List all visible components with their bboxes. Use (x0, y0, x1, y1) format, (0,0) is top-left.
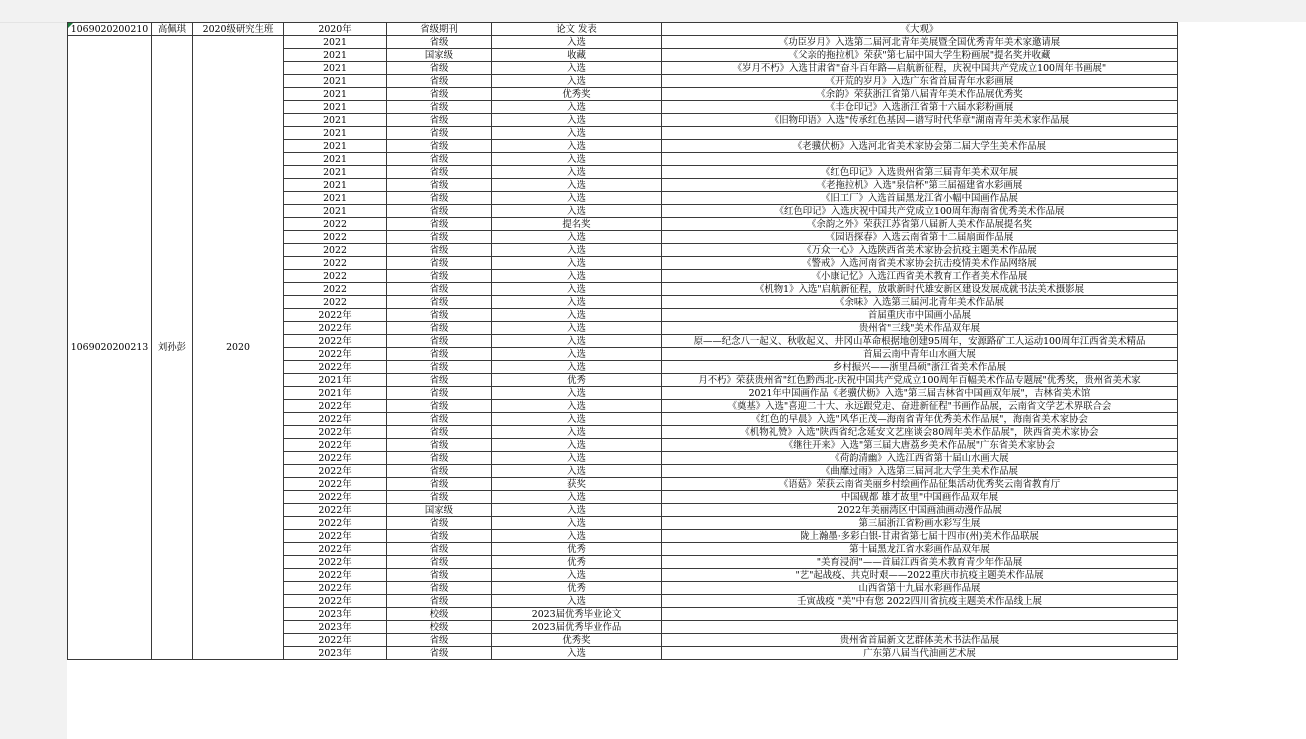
level-cell[interactable]: 校级 (387, 608, 492, 621)
year-cell[interactable]: 2021 (284, 88, 387, 101)
description-cell[interactable]: 中国砚都 雄才故里"中国画作品双年展 (662, 491, 1178, 504)
description-cell[interactable]: 首届重庆市中国画小品展 (662, 309, 1178, 322)
level-cell[interactable]: 省级 (387, 153, 492, 166)
level-cell[interactable]: 省级 (387, 257, 492, 270)
description-cell[interactable]: "美育浸润"——首届江西省美术教育青少年作品展 (662, 556, 1178, 569)
level-cell[interactable]: 省级 (387, 205, 492, 218)
level-cell[interactable]: 省级 (387, 348, 492, 361)
description-cell[interactable] (662, 153, 1178, 166)
result-cell[interactable]: 入选 (492, 569, 662, 582)
level-cell[interactable]: 省级 (387, 569, 492, 582)
result-cell[interactable]: 获奖 (492, 478, 662, 491)
result-cell[interactable]: 入选 (492, 101, 662, 114)
year-cell[interactable]: 2021 (284, 179, 387, 192)
level-cell[interactable]: 省级 (387, 452, 492, 465)
year-cell[interactable]: 2022年 (284, 491, 387, 504)
year-cell[interactable]: 2021 (284, 101, 387, 114)
description-cell[interactable]: 《岁月不朽》入选甘肃省"奋斗百年路—启航新征程，庆祝中国共产党成立100周年书画展" (662, 62, 1178, 75)
description-cell[interactable]: 《老骥伏枥》入选河北省美术家协会第二届大学生美术作品展 (662, 140, 1178, 153)
result-cell[interactable]: 收藏 (492, 49, 662, 62)
year-cell[interactable]: 2021 (284, 49, 387, 62)
year-cell[interactable]: 2021 (284, 62, 387, 75)
result-cell[interactable]: 入选 (492, 166, 662, 179)
result-cell[interactable]: 优秀奖 (492, 88, 662, 101)
description-cell[interactable]: 2021年中国画作品《老骥伏枥》入选"第三届吉林省中国画双年展"，吉林省美术馆 (662, 387, 1178, 400)
table-row (68, 36, 1178, 49)
result-cell[interactable]: 入选 (492, 452, 662, 465)
achievement-table (67, 22, 1178, 660)
level-cell[interactable]: 省级 (387, 101, 492, 114)
year-cell[interactable]: 2022年 (284, 348, 387, 361)
year-cell[interactable]: 2022年 (284, 569, 387, 582)
description-cell[interactable]: 贵州省首届新文艺群体美术书法作品展 (662, 634, 1178, 647)
year-cell[interactable]: 2021年 (284, 374, 387, 387)
result-cell[interactable]: 入选 (492, 465, 662, 478)
level-cell[interactable]: 省级 (387, 361, 492, 374)
year-cell[interactable]: 2021 (284, 127, 387, 140)
cohort-cell[interactable]: 2020 (193, 36, 284, 660)
year-cell[interactable]: 2023年 (284, 647, 387, 660)
level-cell[interactable]: 省级 (387, 426, 492, 439)
description-cell[interactable]: 《开荒的岁月》入选广东省首届青年水彩画展 (662, 75, 1178, 88)
result-cell[interactable]: 入选 (492, 517, 662, 530)
level-cell[interactable]: 省级 (387, 62, 492, 75)
cohort-cell[interactable]: 2020级研究生班 (193, 23, 284, 36)
year-cell[interactable]: 2021 (284, 36, 387, 49)
result-cell[interactable]: 入选 (492, 114, 662, 127)
level-cell[interactable]: 省级 (387, 439, 492, 452)
year-cell[interactable]: 2022年 (284, 504, 387, 517)
year-cell[interactable]: 2022年 (284, 595, 387, 608)
result-cell[interactable]: 入选 (492, 140, 662, 153)
result-cell[interactable]: 入选 (492, 426, 662, 439)
year-cell[interactable]: 2021 (284, 140, 387, 153)
year-cell[interactable]: 2022 (284, 218, 387, 231)
year-cell[interactable]: 2021 (284, 192, 387, 205)
year-cell[interactable]: 2022年 (284, 361, 387, 374)
description-cell[interactable]: 贵州省"三线"美术作品双年展 (662, 322, 1178, 335)
result-cell[interactable]: 入选 (492, 153, 662, 166)
description-cell[interactable]: 第三届浙江省粉画水彩写生展 (662, 517, 1178, 530)
year-cell[interactable]: 2022 (284, 296, 387, 309)
description-cell[interactable]: 《继往开来》入选"第三届大唐荔乡美术作品展"广东省美术家协会 (662, 439, 1178, 452)
level-cell[interactable]: 省级 (387, 127, 492, 140)
description-cell[interactable]: 《大观》 (662, 23, 1178, 36)
level-cell[interactable]: 省级 (387, 595, 492, 608)
year-cell[interactable]: 2020年 (284, 23, 387, 36)
description-cell[interactable] (662, 608, 1178, 621)
level-cell[interactable]: 省级 (387, 556, 492, 569)
description-cell[interactable] (662, 621, 1178, 634)
year-cell[interactable]: 2023年 (284, 608, 387, 621)
description-cell[interactable]: 《红色的早晨》入选"风华正茂—海南省青年优秀美术作品展"，海南省美术家协会 (662, 413, 1178, 426)
spreadsheet-view[interactable] (67, 22, 1306, 739)
description-cell[interactable]: 《丰仓印记》入选浙江省第十六届水彩粉画展 (662, 101, 1178, 114)
description-cell[interactable]: "艺"起战疫、共克时艰——2022重庆市抗疫主题美术作品展 (662, 569, 1178, 582)
year-cell[interactable]: 2022年 (284, 465, 387, 478)
description-cell[interactable]: 壬寅战疫 "美"中有您 2022四川省抗疫主题美术作品线上展 (662, 595, 1178, 608)
level-cell[interactable]: 省级 (387, 244, 492, 257)
result-cell[interactable]: 入选 (492, 530, 662, 543)
year-cell[interactable]: 2022年 (284, 426, 387, 439)
level-cell[interactable]: 省级 (387, 543, 492, 556)
year-cell[interactable]: 2022年 (284, 335, 387, 348)
year-cell[interactable]: 2021 (284, 153, 387, 166)
year-cell[interactable]: 2022 (284, 231, 387, 244)
year-cell[interactable]: 2021 (284, 166, 387, 179)
year-cell[interactable]: 2023年 (284, 621, 387, 634)
result-cell[interactable]: 入选 (492, 400, 662, 413)
result-cell[interactable]: 入选 (492, 387, 662, 400)
description-cell[interactable]: 《园语探春》入选云南省第十二届扇面作品展 (662, 231, 1178, 244)
description-cell[interactable]: 《曲靡过雨》入选第三届河北大学生美术作品展 (662, 465, 1178, 478)
description-cell[interactable]: 《警戒》入选河南省美术家协会抗击疫情美术作品网络展 (662, 257, 1178, 270)
description-cell[interactable]: 山西省第十九届水彩画作品展 (662, 582, 1178, 595)
result-cell[interactable]: 提名奖 (492, 218, 662, 231)
year-cell[interactable]: 2021年 (284, 387, 387, 400)
level-cell[interactable]: 省级 (387, 179, 492, 192)
description-cell[interactable]: 《功臣岁月》入选第二届河北青年美展暨全国优秀青年美术家邀请展 (662, 36, 1178, 49)
result-cell[interactable]: 入选 (492, 257, 662, 270)
level-cell[interactable]: 省级 (387, 387, 492, 400)
level-cell[interactable]: 省级 (387, 166, 492, 179)
level-cell[interactable]: 省级 (387, 465, 492, 478)
level-cell[interactable]: 省级 (387, 270, 492, 283)
description-cell[interactable]: 《红色印记》入选贵州省第三届青年美术双年展 (662, 166, 1178, 179)
level-cell[interactable]: 省级 (387, 413, 492, 426)
level-cell[interactable]: 省级 (387, 36, 492, 49)
year-cell[interactable]: 2021 (284, 75, 387, 88)
result-cell[interactable]: 入选 (492, 231, 662, 244)
description-cell[interactable]: 《机物1》入选"启航新征程，放歌新时代雄安新区建设发展成就书法美术摄影展 (662, 283, 1178, 296)
result-cell[interactable]: 入选 (492, 504, 662, 517)
level-cell[interactable]: 省级 (387, 335, 492, 348)
result-cell[interactable]: 入选 (492, 361, 662, 374)
year-cell[interactable]: 2022年 (284, 439, 387, 452)
result-cell[interactable]: 入选 (492, 309, 662, 322)
level-cell[interactable]: 省级 (387, 231, 492, 244)
year-cell[interactable]: 2022年 (284, 634, 387, 647)
level-cell[interactable]: 国家级 (387, 504, 492, 517)
result-cell[interactable]: 入选 (492, 647, 662, 660)
result-cell[interactable]: 入选 (492, 205, 662, 218)
level-cell[interactable]: 省级 (387, 530, 492, 543)
result-cell[interactable]: 2023届优秀毕业作品 (492, 621, 662, 634)
level-cell[interactable]: 省级 (387, 478, 492, 491)
year-cell[interactable]: 2022年 (284, 322, 387, 335)
year-cell[interactable]: 2022年 (284, 582, 387, 595)
result-cell[interactable]: 入选 (492, 296, 662, 309)
description-cell[interactable] (662, 127, 1178, 140)
year-cell[interactable]: 2022 (284, 257, 387, 270)
description-cell[interactable]: 广东第八届当代油画艺术展 (662, 647, 1178, 660)
result-cell[interactable]: 入选 (492, 595, 662, 608)
description-cell[interactable]: 乡村振兴——浙里昌硕"浙江省美术作品展 (662, 361, 1178, 374)
result-cell[interactable]: 入选 (492, 62, 662, 75)
year-cell[interactable]: 2022 (284, 270, 387, 283)
description-cell[interactable]: 《父亲的拖拉机》荣获"第七届中国大学生粉画展"提名奖并收藏 (662, 49, 1178, 62)
result-cell[interactable]: 入选 (492, 335, 662, 348)
year-cell[interactable]: 2022年 (284, 309, 387, 322)
year-cell[interactable]: 2022年 (284, 400, 387, 413)
student-name-cell[interactable]: 高佩琪 (152, 23, 193, 36)
result-cell[interactable]: 入选 (492, 322, 662, 335)
result-cell[interactable]: 入选 (492, 413, 662, 426)
level-cell[interactable]: 省级 (387, 634, 492, 647)
description-cell[interactable]: 《红色印记》入选庆祝中国共产党成立100周年海南省优秀美术作品展 (662, 205, 1178, 218)
description-cell[interactable]: 《小康记忆》入选江西省美术教育工作者美术作品展 (662, 270, 1178, 283)
description-cell[interactable]: 首届云南中青年山水画大展 (662, 348, 1178, 361)
level-cell[interactable]: 国家级 (387, 49, 492, 62)
description-cell[interactable]: 《老拖拉机》入选"泉信杯"第三届福建省水彩画展 (662, 179, 1178, 192)
year-cell[interactable]: 2022 (284, 283, 387, 296)
result-cell[interactable]: 2023届优秀毕业论文 (492, 608, 662, 621)
year-cell[interactable]: 2022年 (284, 478, 387, 491)
result-cell[interactable]: 论文 发表 (492, 23, 662, 36)
level-cell[interactable]: 省级 (387, 647, 492, 660)
description-cell[interactable]: 《旧工厂》入选首届黑龙江省小幅中国画作品展 (662, 192, 1178, 205)
description-cell[interactable]: 第十届黑龙江省水彩画作品双年展 (662, 543, 1178, 556)
level-cell[interactable]: 省级 (387, 75, 492, 88)
year-cell[interactable]: 2022年 (284, 556, 387, 569)
description-cell[interactable]: 陇上瀚墨·多彩白银-甘肃省第七届十四市(州)美术作品联展 (662, 530, 1178, 543)
description-cell[interactable]: 2022年美丽湾区中国画油画动漫作品展 (662, 504, 1178, 517)
level-cell[interactable]: 省级期刊 (387, 23, 492, 36)
toolbar-strip (0, 0, 1306, 23)
result-cell[interactable]: 优秀 (492, 374, 662, 387)
level-cell[interactable]: 省级 (387, 140, 492, 153)
description-cell[interactable]: 月不朽》荣获贵州省"红色黔西北-庆祝中国共产党成立100周年百幅美术作品专题展"优秀奖，贵州省美术家 (662, 374, 1178, 387)
result-cell[interactable]: 优秀 (492, 556, 662, 569)
year-cell[interactable]: 2022 (284, 244, 387, 257)
result-cell[interactable]: 入选 (492, 244, 662, 257)
description-cell[interactable]: 《语菇》荣获云南省美丽乡村绘画作品征集活动优秀奖云南省教育厅 (662, 478, 1178, 491)
level-cell[interactable]: 省级 (387, 491, 492, 504)
result-cell[interactable]: 入选 (492, 283, 662, 296)
description-cell[interactable]: 《余韵之外》荣获江苏省第八届新人美术作品展提名奖 (662, 218, 1178, 231)
level-cell[interactable]: 省级 (387, 309, 492, 322)
year-cell[interactable]: 2022年 (284, 413, 387, 426)
level-cell[interactable]: 省级 (387, 374, 492, 387)
level-cell[interactable]: 省级 (387, 283, 492, 296)
result-cell[interactable]: 入选 (492, 439, 662, 452)
result-cell[interactable]: 优秀奖 (492, 634, 662, 647)
description-cell[interactable]: 《余韵》荣获浙江省第八届青年美术作品展优秀奖 (662, 88, 1178, 101)
year-cell[interactable]: 2022年 (284, 452, 387, 465)
description-cell[interactable]: 《机物礼赞》入选"陕西省纪念延安文艺座谈会80周年美术作品展"，陕西省美术家协会 (662, 426, 1178, 439)
level-cell[interactable]: 省级 (387, 322, 492, 335)
year-cell[interactable]: 2022年 (284, 530, 387, 543)
result-cell[interactable]: 入选 (492, 179, 662, 192)
student-name-cell[interactable]: 刘孙彭 (152, 36, 193, 660)
result-cell[interactable]: 入选 (492, 192, 662, 205)
result-cell[interactable]: 入选 (492, 270, 662, 283)
description-cell[interactable]: 《奠基》入选"喜迎二十大、永远跟党走、奋进新征程"书画作品展，云南省文学艺术界联合会 (662, 400, 1178, 413)
result-cell[interactable]: 入选 (492, 491, 662, 504)
level-cell[interactable]: 省级 (387, 88, 492, 101)
level-cell[interactable]: 省级 (387, 192, 492, 205)
result-cell[interactable]: 优秀 (492, 543, 662, 556)
description-cell[interactable]: 原——纪念八一起义、秋收起义、井冈山革命根据地创建95周年，安源路矿工人运动100周年江西省美术精品 (662, 335, 1178, 348)
description-cell[interactable]: 《余味》入选第三届河北青年美术作品展 (662, 296, 1178, 309)
result-cell[interactable]: 优秀 (492, 582, 662, 595)
level-cell[interactable]: 省级 (387, 218, 492, 231)
year-cell[interactable]: 2021 (284, 205, 387, 218)
level-cell[interactable]: 省级 (387, 296, 492, 309)
level-cell[interactable]: 省级 (387, 114, 492, 127)
result-cell[interactable]: 入选 (492, 75, 662, 88)
level-cell[interactable]: 校级 (387, 621, 492, 634)
description-cell[interactable]: 《万众一心》入选陕西省美术家协会抗疫主题美术作品展 (662, 244, 1178, 257)
description-cell[interactable]: 《旧物印语》入选"传承红色基因—谱写时代华章"湖南青年美术家作品展 (662, 114, 1178, 127)
level-cell[interactable]: 省级 (387, 400, 492, 413)
year-cell[interactable]: 2021 (284, 114, 387, 127)
description-cell[interactable]: 《荷韵清幽》入选江西省第十届山水画大展 (662, 452, 1178, 465)
table-row (68, 23, 1178, 36)
year-cell[interactable]: 2022年 (284, 517, 387, 530)
result-cell[interactable]: 入选 (492, 36, 662, 49)
year-cell[interactable]: 2022年 (284, 543, 387, 556)
result-cell[interactable]: 入选 (492, 348, 662, 361)
student-id-cell[interactable]: 1069020200213 (68, 36, 152, 660)
result-cell[interactable]: 入选 (492, 127, 662, 140)
level-cell[interactable]: 省级 (387, 517, 492, 530)
student-id-cell[interactable]: 1069020200210 (68, 23, 152, 36)
level-cell[interactable]: 省级 (387, 582, 492, 595)
